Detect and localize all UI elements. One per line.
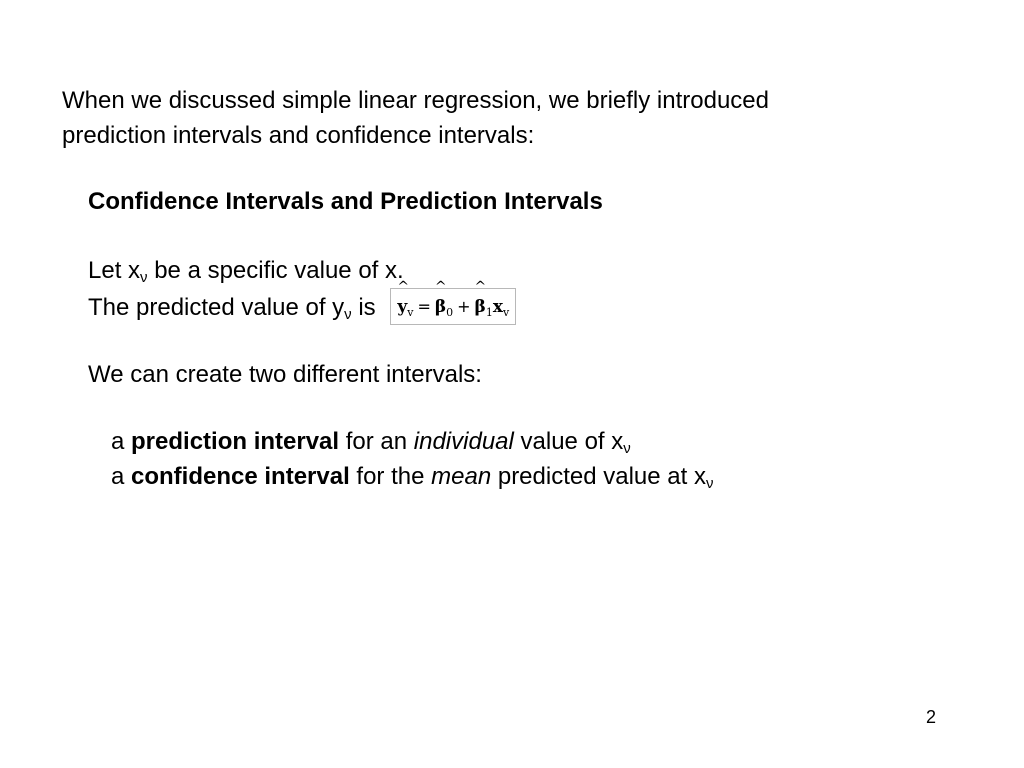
item1-emph: individual — [413, 428, 514, 455]
item2-subscript: ν — [705, 475, 714, 492]
item2-mid: for the — [349, 463, 432, 490]
hat-beta0: ^ — [434, 279, 447, 295]
let-suffix: be a specific value of x. — [147, 257, 404, 284]
let-line — [88, 256, 404, 286]
formula-beta1: β — [474, 297, 486, 317]
formula-y-hat — [397, 279, 410, 321]
item2-tail: predicted value at x — [491, 463, 706, 490]
let-prefix: Let x — [88, 257, 141, 284]
item1-tail: value of x — [513, 428, 624, 455]
formula-x-sub: v — [502, 306, 510, 319]
item2-term: confidence interval — [131, 463, 350, 490]
predicted-line — [88, 279, 516, 327]
regression-formula — [390, 279, 516, 325]
item1-subscript: ν — [623, 440, 631, 457]
formula-x: x — [492, 297, 503, 317]
item1-mid: for an — [339, 428, 414, 455]
section-heading: Confidence Intervals and Prediction Intervals — [88, 188, 603, 215]
formula-beta1-hat — [474, 279, 487, 321]
formula-y-sub: v — [407, 306, 414, 319]
predicted-prefix: The predicted value of y — [88, 293, 345, 321]
item2-emph: mean — [431, 463, 492, 490]
formula-plus: + — [457, 297, 471, 316]
item2-a: a — [111, 463, 132, 490]
item1-term: prediction interval — [131, 428, 340, 455]
intro-line-1: When we discussed simple linear regression, we briefly introduced — [62, 87, 769, 114]
two-intervals-line: We can create two different intervals: — [88, 361, 482, 388]
formula-beta0: β — [434, 297, 447, 317]
formula-y: y — [397, 297, 408, 317]
confidence-interval-item — [111, 462, 713, 492]
formula-beta0-hat — [434, 279, 447, 321]
prediction-interval-item — [111, 427, 631, 457]
let-subscript: ν — [140, 269, 148, 286]
hat-beta1: ^ — [474, 279, 487, 295]
predicted-suffix: is — [351, 293, 376, 321]
formula-beta1-sub: 1 — [485, 306, 493, 319]
intro-line-2: prediction intervals and confidence intervals: — [62, 122, 535, 149]
formula-equals: = — [417, 297, 431, 316]
item1-a: a — [111, 428, 132, 455]
hat-y: ^ — [397, 279, 410, 295]
predicted-subscript: ν — [344, 305, 352, 323]
page-number: 2 — [926, 707, 937, 727]
formula-beta0-sub: 0 — [446, 306, 454, 319]
